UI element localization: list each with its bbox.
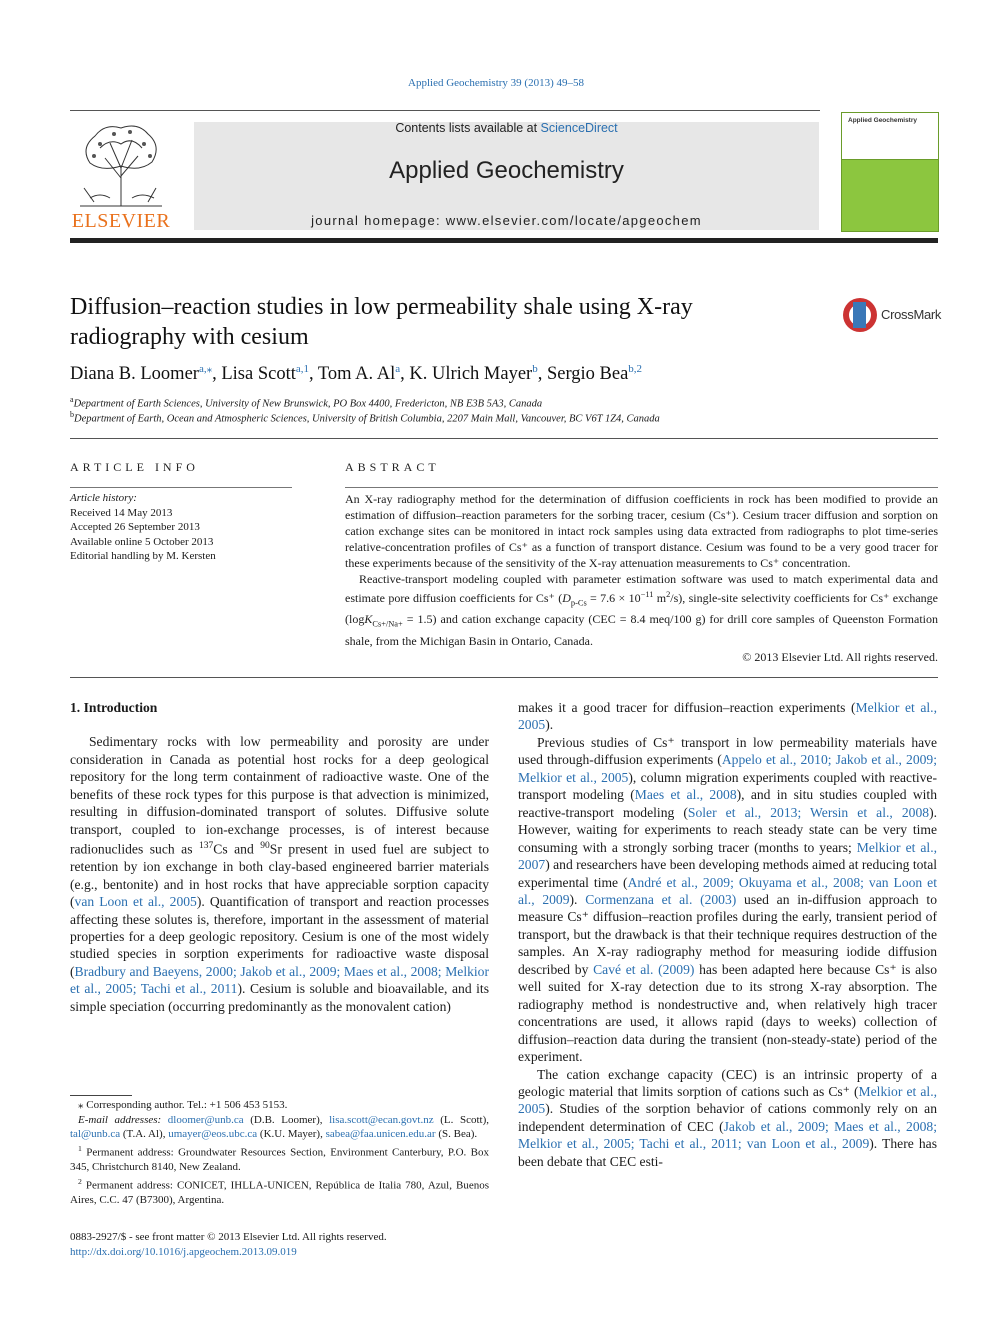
abstract-paragraph: Reactive-transport modeling coupled with parameter estimation software was used to match experimental data and estimate pore diffusion coefficients for Cs⁺ ($D_{p-Cs} = 7.6 \times 10^{-11}$ $m^2/s$), single-site selectivity coefficients for Cs⁺ exchange (logK$_{Cs+/Na+}$ = 1.5) and cation exchange capacity (CEC = 8.4 meq/100 g) for drill core samples of Queenston Formation shale, from the Michigan Basin in Ontario, Canada. — [345, 572, 938, 648]
crossmark-icon — [843, 298, 877, 332]
citation-link[interactable]: Melkior et al., 2005 — [518, 700, 937, 733]
body-paragraph: The cation exchange capacity (CEC) is an intrinsic property of a geologic material that limits sorption of cations such as Cs⁺ (Melkior et al., 2005). Studies of the sorption behavior of cations commonly rely on an independent determination of CEC (Jakob et al., 2009; Maes et al., 2008; Melkior et al., 2005; Tachi et al., 2011; van Loon et al., 2009). There has been debate that CEC esti- — [518, 1066, 937, 1169]
journal-cover-thumbnail[interactable] — [841, 112, 939, 232]
cover-title: Applied Geochemistry — [848, 117, 917, 124]
sciencedirect-link[interactable]: ScienceDirect — [540, 121, 618, 135]
affiliation-b — [70, 410, 940, 425]
email-link[interactable]: lisa.scott@ecan.govt.nz — [329, 1113, 434, 1126]
affiliation-mark: b — [70, 410, 74, 419]
abstract-body — [345, 491, 938, 665]
footnote-corresponding: ⁎ Corresponding author. Tel.: +1 506 453 5153. — [78, 1099, 288, 1111]
received-date: Received 14 May 2013 — [70, 506, 173, 519]
author-list — [70, 362, 940, 385]
body-column-left — [70, 699, 489, 1015]
body-paragraph: makes it a good tracer for diffusion–reaction experiments (Melkior et al., 2005). — [518, 700, 937, 733]
author-separator: , — [537, 364, 547, 385]
footnotes — [70, 1098, 489, 1207]
citation-link[interactable]: Soler et al., 2013; Wersin et al., 2008 — [687, 804, 930, 820]
affiliation-text: Department of Earth Sciences, University of New Brunswick, PO Box 4400, Fredericton, NB E3B 5A3, Canada — [73, 398, 543, 410]
body-paragraph: Previous studies of Cs⁺ transport in low permeability materials have used through-diffusion experiments (Appelo et al., 2010; Jakob et al., 2009; Melkior et al., 2005), column migration experiments coupled with reactive-transport modeling (Maes et al., 2008), and in situ studies coupled with reactive-transport modeling (Soler et al., 2013; Wersin et al., 2008). However, waiting for experiments to reach steady state can be very time consuming with a strongly sorbing tracer (months to years; Melkior et al., 2007) and researchers have been developing methods aimed at reducing total experimental time (André et al., 2009; Okuyama et al., 2008; van Loon et al., 2009). Cormenzana et al. (2003) used an in-diffusion approach to measure Cs⁺ diffusion–reaction profiles during the early, transient period of transport, but the drawback is that their technique requires destruction of the samples. An X-ray radiography method for measuring iodide diffusion described by Cavé et al. (2009) has been adapted here because Cs⁺ is also well suited for X-ray detection due to its strong X-ray absorption. The radiography method is nondestructive and, when relatively high tracer concentrations are used, it allows rapid (days to weeks) collection of diffusion–reaction data during the transient (non-steady-state) period of the experiment. — [518, 734, 937, 1065]
crossmark-badge[interactable] — [843, 298, 943, 334]
journal-name: Applied Geochemistry — [389, 157, 624, 184]
author-affiliation-mark[interactable]: b,2 — [628, 363, 643, 375]
author-separator: , — [212, 364, 222, 385]
author-separator: , — [400, 364, 410, 385]
header-thick-rule — [70, 238, 938, 243]
author-name: Sergio Bea — [546, 364, 629, 385]
affiliation-text: Department of Earth, Ocean and Atmospheric Sciences, University of British Columbia, 2207 Main Mall, Vancouver, BC V6T 1Z4, Canada — [74, 413, 660, 425]
author-affiliation-mark[interactable]: a — [395, 363, 401, 375]
affiliation-a — [70, 395, 940, 410]
author-affiliation-mark[interactable]: a,1 — [295, 363, 309, 375]
journal-homepage[interactable]: journal homepage: www.elsevier.com/locate/apgeochem — [311, 213, 702, 228]
citation-link[interactable]: van Loon et al., 2005 — [74, 894, 197, 910]
email-link[interactable]: tal@unb.ca — [70, 1128, 121, 1141]
contents-prefix: Contents lists available at — [395, 121, 541, 135]
citation-link[interactable]: Bradbury and Baeyens, 2000; Jakob et al., 2009; Maes et al., 2008; Melkior et al., 2005; Tachi et al., 2011 — [70, 963, 489, 997]
contents-available — [194, 121, 819, 135]
cover-header — [842, 113, 938, 160]
article-history — [70, 491, 300, 564]
affiliation-mark: a — [70, 395, 74, 404]
email-link[interactable]: sabea@faa.unicen.edu.ar — [325, 1128, 436, 1141]
author-name: Diana B. Loomer — [70, 364, 199, 385]
article-title: Diffusion–reaction studies in low permeability shale using X-ray radiography with cesium — [70, 294, 693, 350]
citation-link[interactable]: André et al., 2009; Okuyama et al., 2008; van Loon et al., 2009 — [518, 874, 937, 907]
divider — [70, 438, 938, 439]
citation-link[interactable]: Cormenzana et al. (2003) — [585, 891, 737, 907]
author-name: Tom A. Al — [317, 364, 396, 385]
doi-link[interactable]: http://dx.doi.org/10.1016/j.apgeochem.2013.09.019 — [70, 1245, 297, 1258]
citation-link[interactable]: Maes et al., 2008 — [634, 787, 737, 803]
online-date: Available online 5 October 2013 — [70, 535, 214, 548]
footnote-1: $^1$ Permanent address: Groundwater Resources Section, Environment Canterbury, P.O. Box 345, Christchurch 8140, New Zealand. — [70, 1143, 489, 1174]
citation-link[interactable]: Jakob et al., 2009; Maes et al., 2008; Melkior et al., 2005; Tachi et al., 2011; van Loon et al., 2009 — [518, 1118, 937, 1152]
article-info-heading: ARTICLE INFO — [70, 460, 199, 474]
issn-line: 0883-2927/$ - see front matter © 2013 Elsevier Ltd. All rights reserved. — [70, 1231, 387, 1243]
journal-citation[interactable]: Applied Geochemistry 39 (2013) 49–58 — [408, 77, 584, 89]
citation-link[interactable]: Melkior et al., 2007 — [518, 839, 937, 873]
copyright-notice: © 2013 Elsevier Ltd. All rights reserved. — [742, 649, 938, 664]
divider — [70, 487, 292, 488]
author-name: K. Ulrich Mayer — [409, 364, 533, 385]
email-link[interactable]: umayer@eos.ubc.ca — [168, 1128, 258, 1141]
header-top-rule — [70, 110, 820, 111]
author-name: Lisa Scott — [221, 364, 296, 385]
editorial-handling: Editorial handling by M. Kersten — [70, 550, 216, 563]
divider — [345, 487, 938, 488]
issn-block — [70, 1230, 570, 1259]
elsevier-wordmark: ELSEVIER — [71, 210, 171, 232]
citation-link[interactable]: Appelo et al., 2010; Jakob et al., 2009; Melkior et al., 2005 — [518, 752, 937, 785]
citation-link[interactable]: Melkior et al., 2005 — [518, 1083, 937, 1117]
elsevier-tree-icon — [70, 118, 172, 210]
citation-link[interactable]: Cavé et al. (2009) — [593, 961, 695, 977]
accepted-date: Accepted 26 September 2013 — [70, 521, 200, 534]
footnote-2: $^2$ Permanent address: CONICET, IHLLA-UNICEN, República de Italia 780, Azul, Buenos Aires, C.C. 47 (B7300), Argentina. — [70, 1176, 489, 1206]
crossmark-label: CrossMark — [881, 307, 942, 322]
abstract-heading: ABSTRACT — [345, 460, 440, 474]
section-heading: 1. Introduction — [70, 700, 158, 715]
footnote-rule — [70, 1095, 132, 1096]
abstract-paragraph: An X-ray radiography method for the determination of diffusion coefficients in rock has been modified to provide an estimation of diffusion–reaction parameters for the sorbing tracer, cesium (Cs⁺). Cesium tracer diffusion and sorption on cation exchange sites can be monitored in intact rock samples using data extracted from radiographs to plot time-series relative-concentration profiles of Cs⁺ as a function of transport distance. Cesium was found to be a very good tracer for these experiments because of the sensitivity of the X-ray attenuation measurements to Cs⁺ concentration. — [345, 492, 938, 570]
email-link[interactable]: dloomer@unb.ca — [167, 1113, 244, 1126]
divider — [70, 677, 938, 678]
footnote-emails: E-mail addresses: dloomer@unb.ca (D.B. Loomer), lisa.scott@ecan.govt.nz (L. Scott), tal@unb.ca (T.A. Al), umayer@eos.ubc.ca (K.U. Mayer), sabea@faa.unicen.edu.ar (S. Bea). — [70, 1113, 489, 1141]
body-paragraph: Sedimentary rocks with low permeability and porosity are under consideration in Canada as potential host rocks for a deep geological repository for the long term containment of radioactive waste. One of the benefits of these rock types for this purpose is that advection is minimized, resulting in diffusion-dominated transport of solutes. Diffusive solute transport, coupled to ion-exchange processes, is of interest because radionuclides such as $^{137}$Cs and $^{90}$Sr present in used fuel are subject to retention by ion exchange in both clay-based engineered barrier materials (e.g., bentonite) and in host rocks that have appreciable sorption capacity (van Loon et al., 2005). Quantification of transport and reaction processes affecting these solutes is, therefore, important in the assessment of material properties for a deep geologic repository. Cesium is one of the most widely studied species in sorption experiments for radioactive waste disposal (Bradbury and Baeyens, 2000; Jakob et al., 2009; Maes et al., 2008; Melkior et al., 2005; Tachi et al., 2011). Cesium is soluble and bioavailable, and its simple speciation (occurring predominantly as the monovalent cation) — [70, 734, 489, 1014]
body-column-right — [518, 699, 937, 1170]
history-label: Article history: — [70, 492, 137, 504]
author-affiliation-mark[interactable]: b — [532, 363, 538, 375]
author-separator: , — [309, 364, 318, 385]
author-affiliation-mark[interactable]: a,⁎ — [198, 363, 213, 375]
